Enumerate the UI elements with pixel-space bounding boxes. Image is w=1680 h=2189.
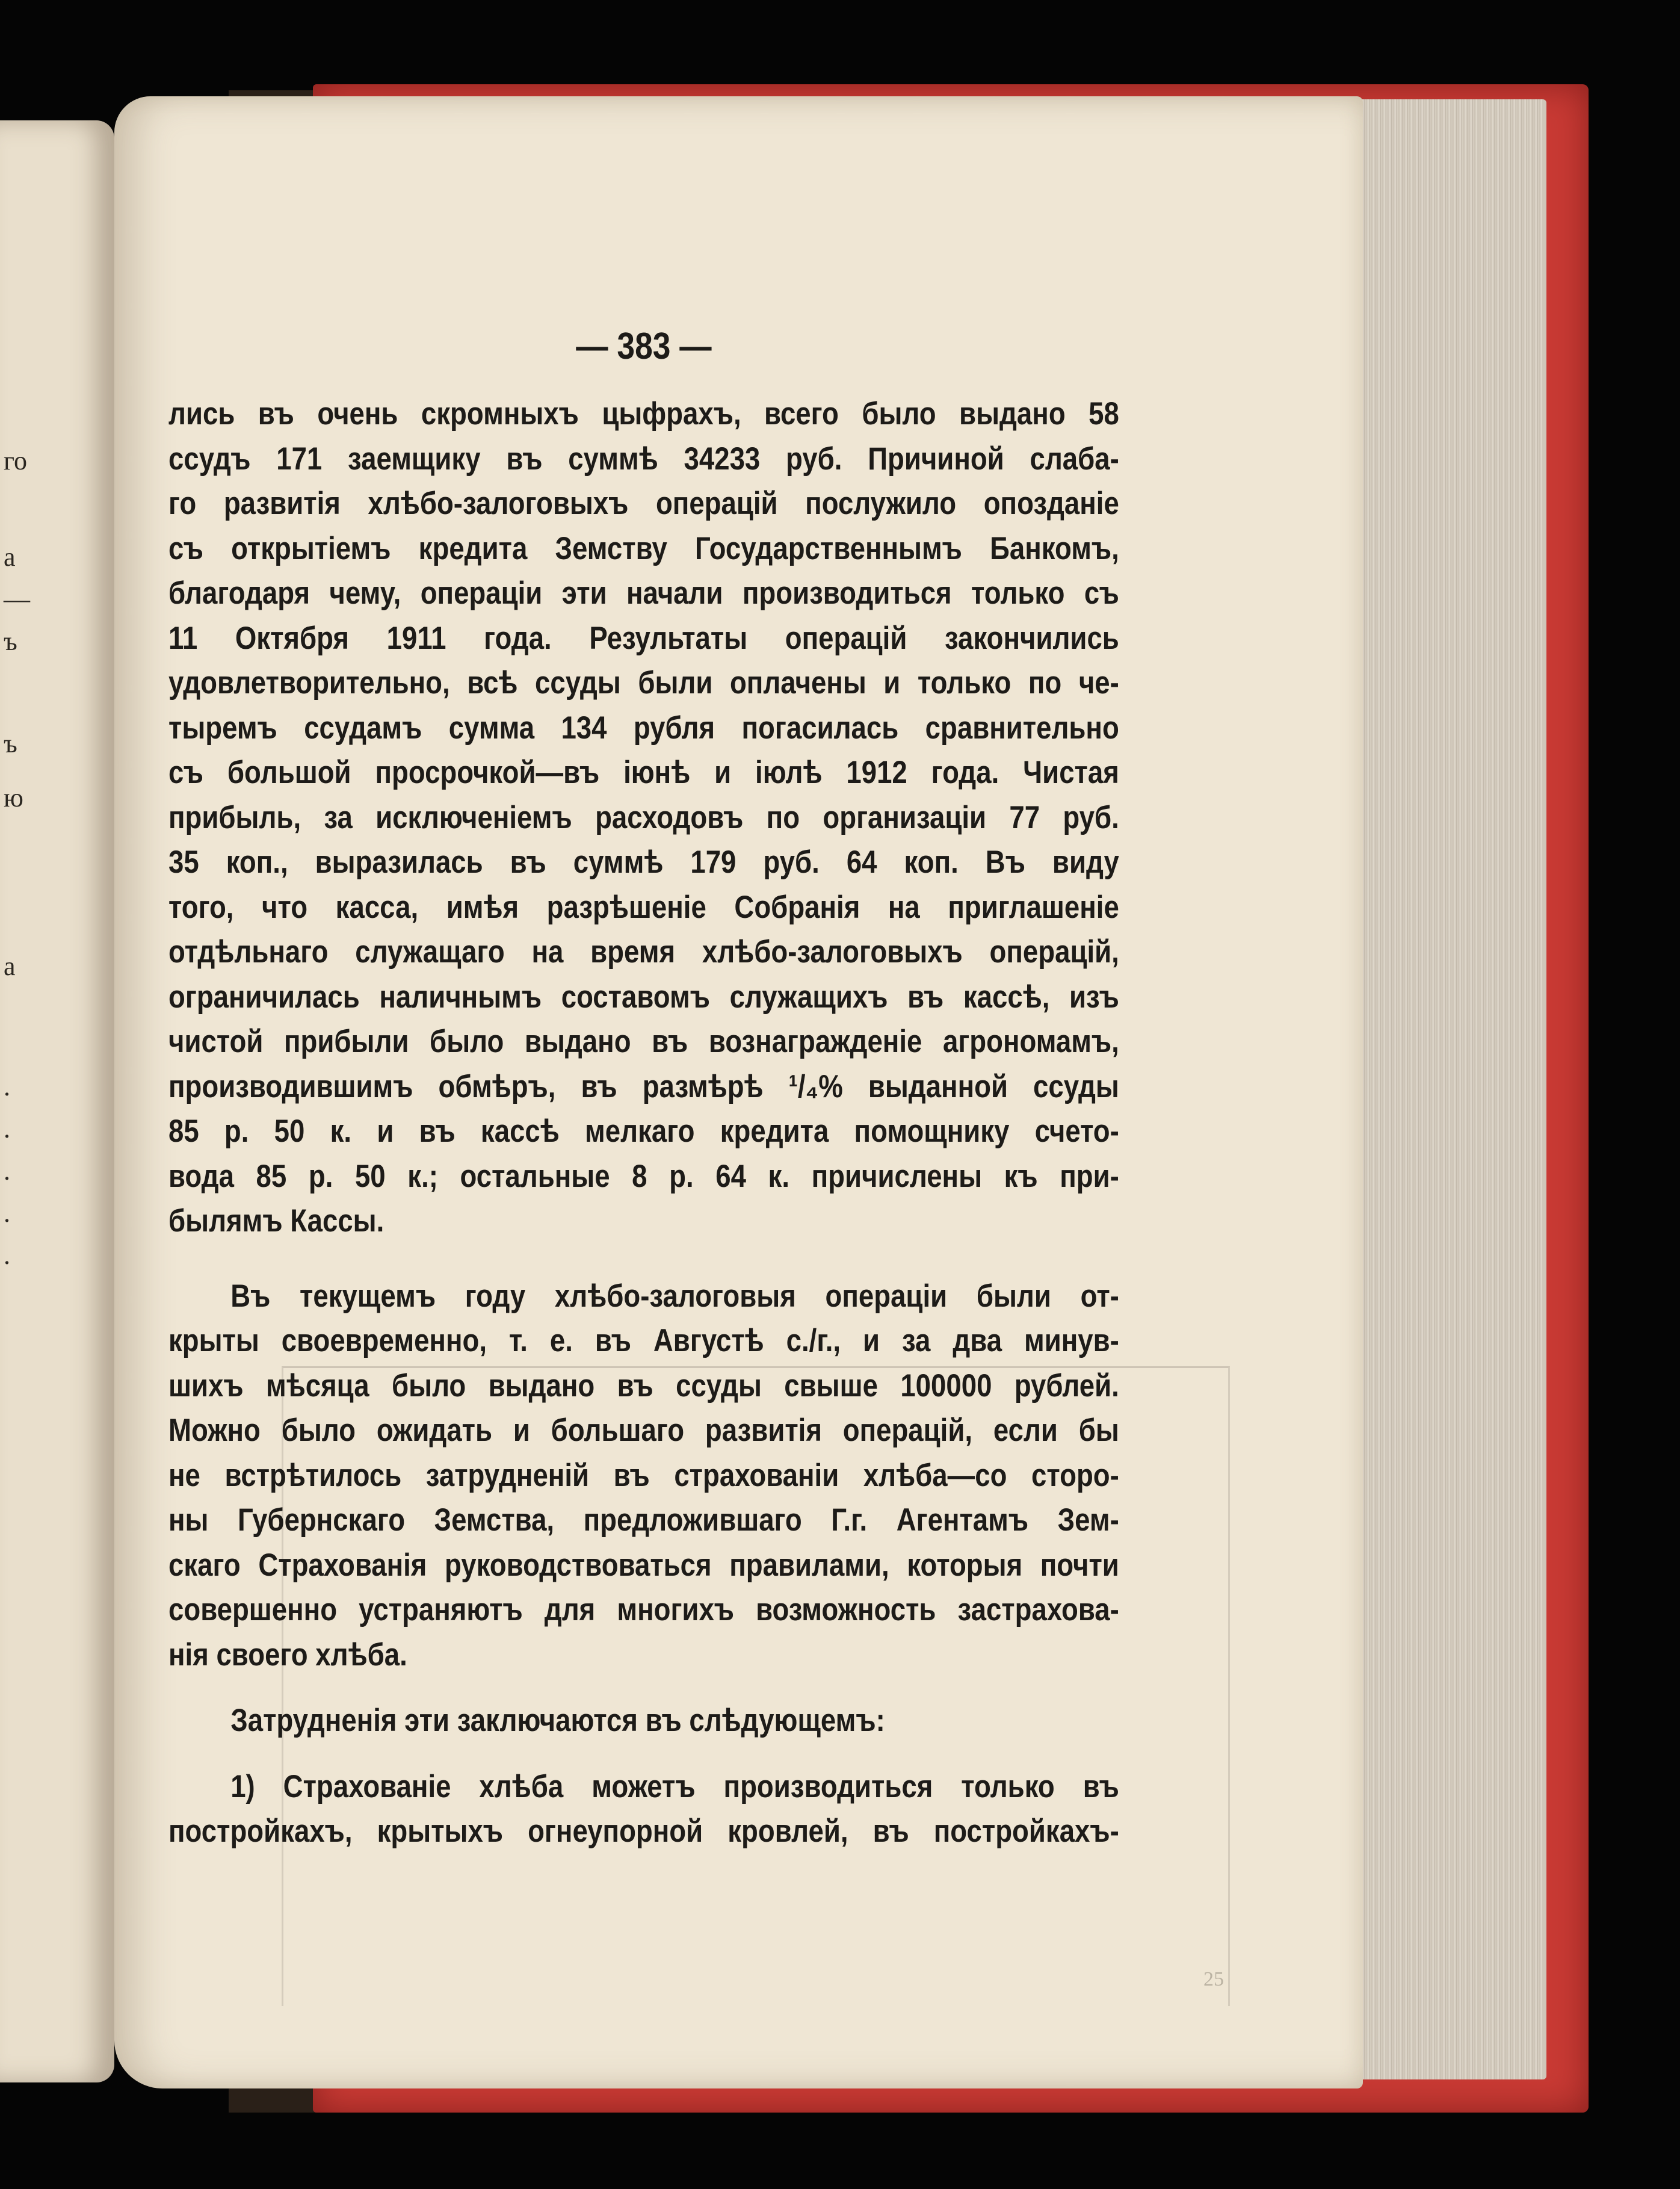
text-line: того, что касса, имѣя разрѣшеніе Собранія на приглашеніе — [168, 889, 1119, 925]
left-page-fragment: ъ — [4, 729, 17, 758]
left-page-fragment: . — [4, 1156, 10, 1186]
text-line: го развитія хлѣбо-залоговыхъ операцій послужило опозданіе — [168, 486, 1119, 521]
paragraph-1 — [168, 392, 1119, 1244]
text-line: нія своего хлѣба. — [168, 1636, 407, 1673]
text-line: тыремъ ссудамъ сумма 134 рубля погасилась сравнительно — [168, 710, 1119, 746]
left-page-fragment: . — [4, 1072, 10, 1101]
text-line: Можно было ожидать и большаго развитія операцій, если бы — [168, 1413, 1119, 1448]
text-line: ны Губернскаго Земства, предложившаго Г.г. Агентамъ Зем- — [168, 1502, 1119, 1538]
left-page-fragment: . — [4, 1114, 10, 1144]
paragraph-4 — [168, 1765, 1119, 1854]
text-line: лись въ очень скромныхъ цыфрахъ, всего было выдано 58 — [168, 396, 1119, 432]
text-line: 85 р. 50 к. и въ кассѣ мелкаго кредита помощнику счето- — [168, 1113, 1119, 1149]
left-page-fragment: . — [4, 1240, 10, 1270]
text-line: 35 коп., выразилась въ суммѣ 179 руб. 64 коп. Въ виду — [168, 844, 1119, 880]
page-number: — 383 — — [576, 326, 712, 367]
text-line: былямъ Кассы. — [168, 1203, 384, 1239]
page-edges — [1354, 99, 1546, 2079]
left-page-fragment: ъ — [4, 627, 17, 656]
bleed-through-page-number: 25 — [1203, 1968, 1224, 1990]
page-text — [168, 325, 1119, 1854]
text-line: вода 85 р. 50 к.; остальные 8 р. 64 к. причислены къ при- — [168, 1158, 1119, 1194]
text-line: совершенно устраняютъ для многихъ возможность застрахова- — [168, 1592, 1119, 1627]
text-line: постройкахъ, крытыхъ огнеупорной кровлей, въ постройкахъ- — [168, 1813, 1119, 1849]
text-line: благодаря чему, операціи эти начали производиться только съ — [168, 575, 1119, 611]
left-page-fragment: а — [4, 542, 16, 572]
text-line: прибыль, за исключеніемъ расходовъ по организаціи 77 руб. — [168, 799, 1119, 835]
text-line: Въ текущемъ году хлѣбо-залоговыя операціи были от- — [230, 1278, 1119, 1314]
text-line: 11 Октября 1911 года. Результаты операцій закончились — [168, 620, 1119, 656]
text-line: производившимъ обмѣръ, въ размѣрѣ ¹/₄% выданной ссуды — [168, 1068, 1119, 1104]
text-line: шихъ мѣсяца было выдано въ ссуды свыше 100000 рублей. — [168, 1367, 1119, 1404]
left-page-fragment: а — [4, 952, 16, 981]
left-page-fragment: го — [4, 446, 27, 475]
text-line: не встрѣтилось затрудненій въ страхованіи хлѣба—со сторо- — [168, 1457, 1119, 1493]
text-line: 1) Страхованіе хлѣба можетъ производиться только въ — [230, 1768, 1119, 1804]
left-page-fragment: . — [4, 1198, 10, 1228]
text-line: скаго Страхованія руководствоваться правилами, которыя почти — [168, 1547, 1119, 1583]
left-page-edge — [0, 120, 114, 2082]
text-line: Затрудненія эти заключаются въ слѣдующемъ: — [230, 1703, 885, 1738]
text-line: съ большой просрочкой—въ іюнѣ и іюлѣ 1912 года. Чистая — [168, 755, 1119, 790]
paragraph-3 — [168, 1698, 986, 1744]
text-line: чистой прибыли было выдано въ вознагражденіе агрономамъ, — [168, 1024, 1119, 1059]
left-page-fragment: — — [4, 584, 30, 614]
paragraph-2 — [168, 1274, 1119, 1678]
left-page-fragment: ю — [4, 783, 23, 813]
text-line: ограничилась наличнымъ составомъ служащихъ въ кассѣ, изъ — [168, 979, 1119, 1015]
text-line: крыты своевременно, т. е. въ Августѣ с./г., и за два минув- — [168, 1323, 1119, 1358]
text-line: ссудъ 171 заемщику въ суммѣ 34233 руб. Причиной слаба- — [168, 441, 1119, 477]
text-line: удовлетворительно, всѣ ссуды были оплачены и только по че- — [168, 665, 1119, 701]
text-line: съ открытіемъ кредита Земству Государственнымъ Банкомъ, — [168, 530, 1119, 566]
text-line: отдѣльнаго служащаго на время хлѣбо-залоговыхъ операцій, — [168, 934, 1119, 970]
